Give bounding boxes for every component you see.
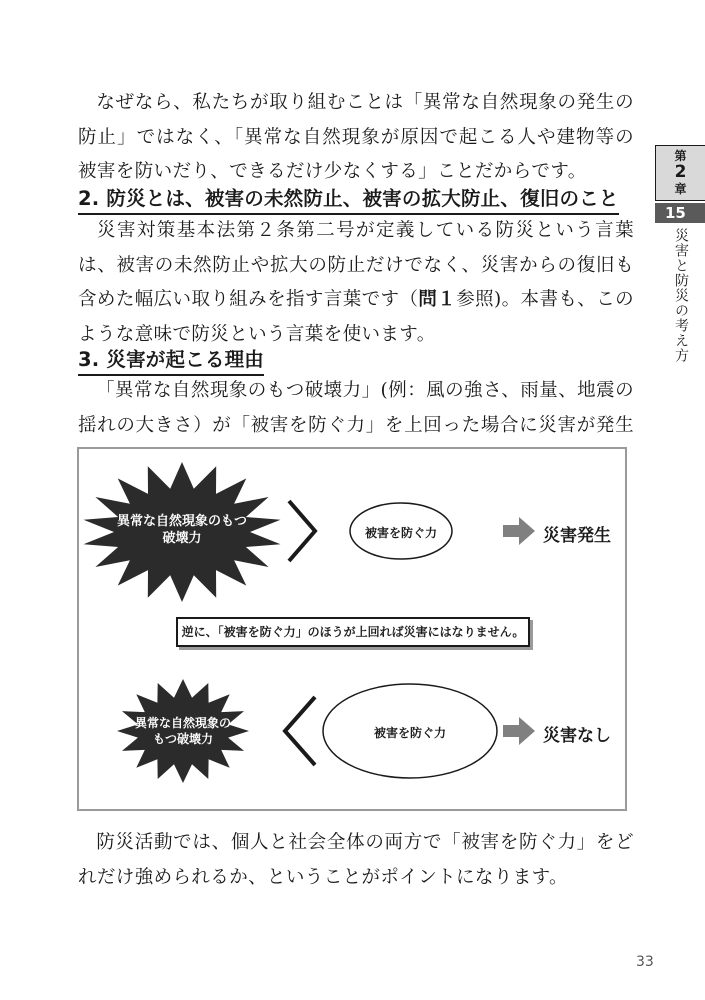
question-reference: 問１	[418, 289, 457, 310]
top-result-label: 災害発生	[543, 526, 611, 546]
section-2-heading: 2. 防災とは、被害の未然防止、被害の拡大防止、復旧のこと	[78, 186, 619, 215]
section-3-heading: 3. 災害が起こる理由	[78, 347, 264, 376]
bottom-burst-label: 異常な自然現象の もつ破壊力	[134, 716, 231, 746]
section-2-body: 災害対策基本法第２条第二号が定義している防災という言葉は、被害の未然防止や拡大の防止だけでなく、災害からの復旧も含めた幅広い取り組みを指す言葉です（問１参照)。本書も、このような意味で防災という言葉を使います。	[78, 220, 635, 345]
intro-paragraph: なぜなら、私たちが取り組むことは「異常な自然現象の発生の防止」ではなく、「異常な自然現象が原因で起こる人や建物等の被害を防いだり、できるだけ少なくする」ことだからです。	[78, 92, 634, 182]
top-burst-label: 異常な自然現象のもつ 破壊力	[116, 514, 247, 546]
section-number-tab: 15	[655, 203, 705, 223]
section-title-vertical: 災害と防災の考え方	[673, 228, 689, 363]
chapter-suffix: 章	[674, 182, 687, 196]
bottom-oval-label: 被害を防ぐ力	[373, 726, 446, 740]
chapter-tab	[655, 145, 705, 201]
bottom-less-than-sign	[285, 697, 315, 765]
bottom-result-label: 災害なし	[543, 726, 611, 746]
disaster-diagram	[77, 447, 627, 811]
chapter-number: 2	[674, 162, 687, 182]
closing-paragraph: 防災活動では、個人と社会全体の両方で「被害を防ぐ力」をどれだけ強められるか、ということがポイントになります。	[78, 832, 634, 888]
bottom-result-arrow	[503, 717, 535, 745]
section-3-body: 「異常な自然現象のもつ破壊力」(例：風の強さ、雨量、地震の揺れの大きさ）が「被害を防ぐ力」を上回った場合に災害が発生	[78, 380, 634, 436]
top-result-arrow	[503, 517, 535, 545]
chapter-prefix: 第	[674, 149, 687, 163]
page-number: 33	[636, 954, 654, 970]
reverse-case-note: 逆に、「被害を防ぐ力」のほうが上回れば災害にはなりません。	[176, 617, 530, 647]
top-oval-label: 被害を防ぐ力	[364, 526, 437, 540]
top-greater-than-sign	[289, 501, 315, 561]
